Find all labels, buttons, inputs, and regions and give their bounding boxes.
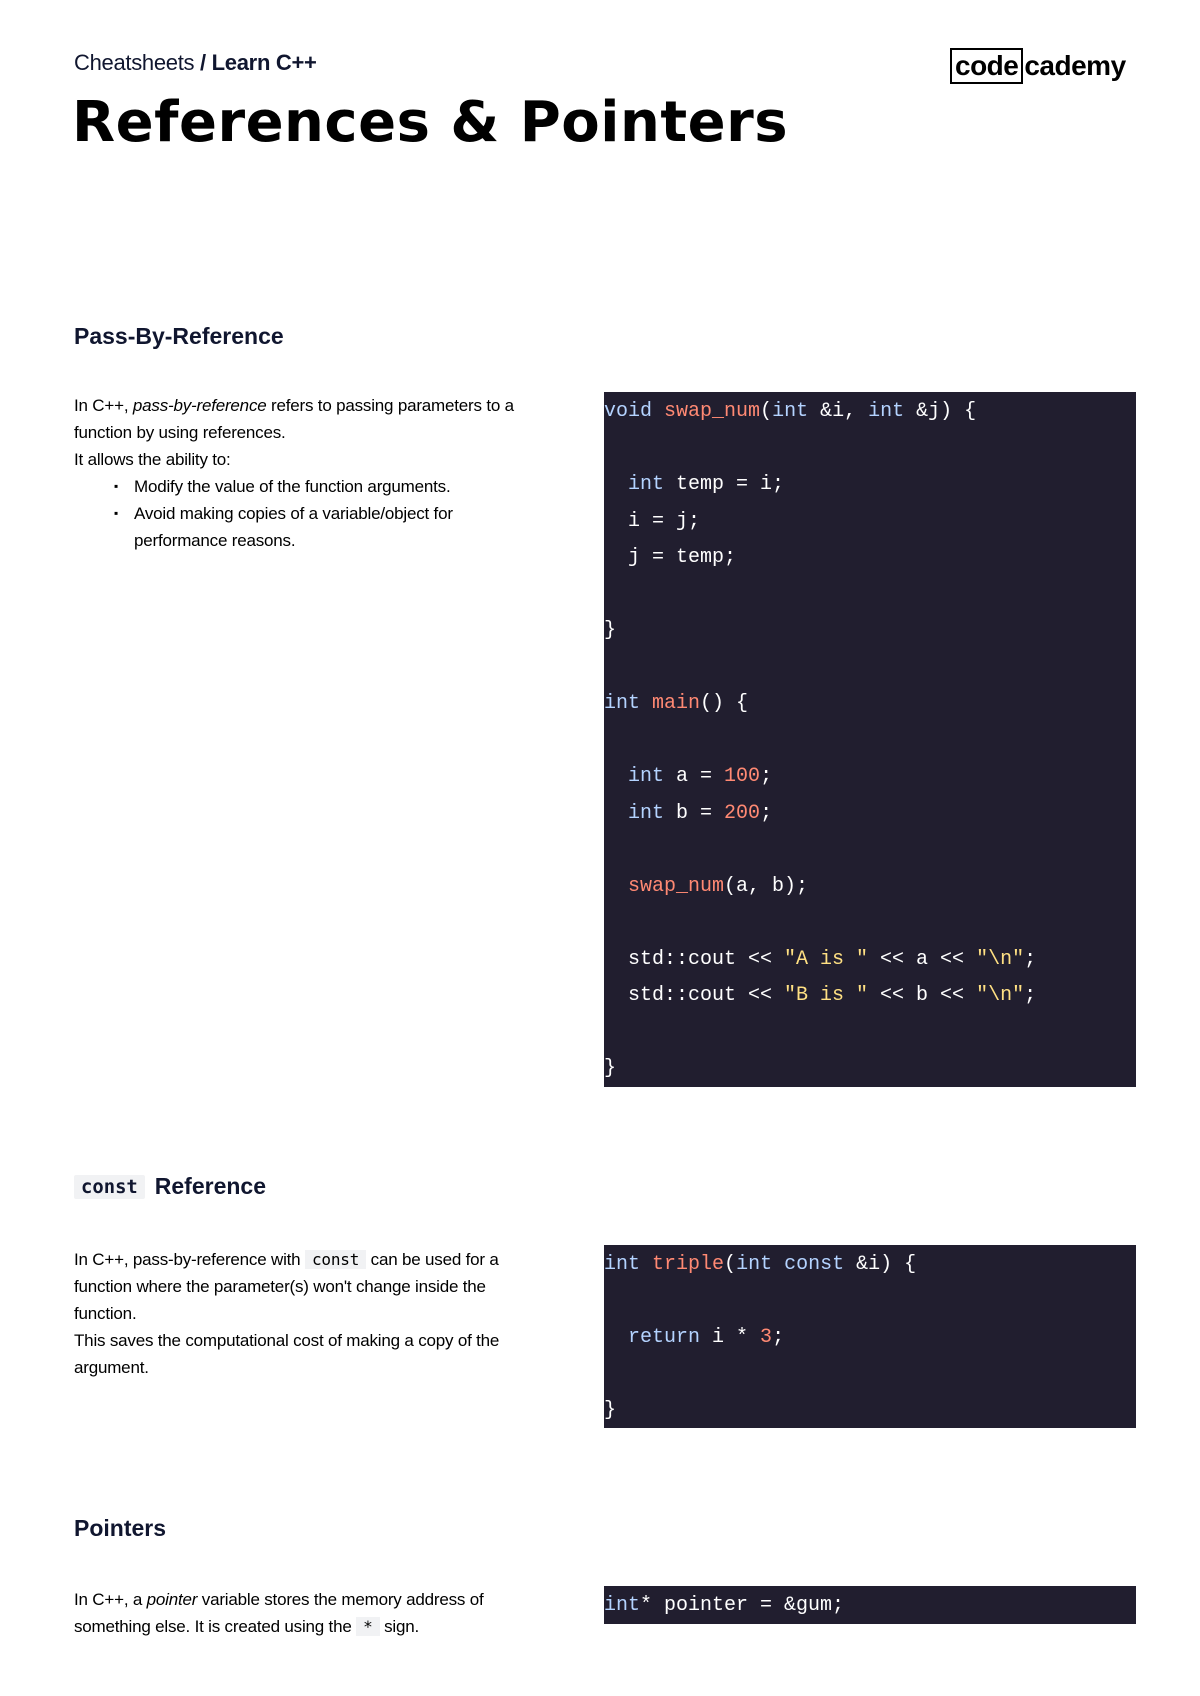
desc-text: variable stores the memory address of something else. It is created using the	[74, 1590, 484, 1636]
code-token: }	[604, 1399, 617, 1422]
code-line	[604, 686, 1136, 723]
code-line	[604, 540, 1136, 577]
code-token: a =	[664, 765, 725, 788]
code-token: ;	[760, 765, 773, 788]
code-token: std::cout <<	[604, 984, 785, 1007]
desc-text: refers to passing parameters to a function by using references.	[74, 396, 514, 442]
desc-paragraph	[74, 392, 529, 446]
desc-paragraph	[74, 1586, 529, 1640]
code-token	[604, 473, 628, 496]
code-token: (	[724, 1253, 737, 1276]
code-line	[604, 1051, 1136, 1088]
section-heading-pointers: Pointers	[74, 1515, 167, 1541]
logo-box-text: code	[950, 48, 1023, 84]
desc-text: sign.	[379, 1617, 419, 1636]
inline-code-const: const	[305, 1250, 366, 1269]
section-heading-pass-by-reference: Pass-By-Reference	[74, 323, 284, 349]
code-line	[604, 942, 1136, 979]
code-line	[604, 1393, 1136, 1430]
code-line	[604, 1588, 1136, 1625]
code-token: int	[736, 1253, 773, 1276]
section-description-const-reference	[74, 1246, 529, 1381]
code-token: ;	[772, 1326, 785, 1349]
code-token: int	[628, 473, 665, 496]
code-line	[604, 759, 1136, 796]
section-heading-const-reference	[74, 1173, 266, 1200]
code-token: ;	[1024, 984, 1037, 1007]
code-token: 100	[724, 765, 761, 788]
code-line	[604, 832, 1136, 869]
codecademy-logo[interactable]	[950, 48, 1126, 84]
code-token: return	[628, 1326, 701, 1349]
code-line	[604, 467, 1136, 504]
code-token: int	[772, 400, 809, 423]
breadcrumb-current[interactable]: Learn C++	[211, 50, 317, 75]
code-token: &j) {	[904, 400, 977, 423]
section-description-pointers	[74, 1586, 529, 1640]
code-line	[604, 869, 1136, 906]
code-token: }	[604, 1057, 617, 1080]
code-token: 200	[724, 801, 761, 825]
code-token: "\n"	[976, 947, 1025, 971]
code-token: ;	[1024, 947, 1037, 971]
inline-code-asterisk: *	[356, 1617, 379, 1636]
code-token: triple	[652, 1253, 725, 1276]
code-token: "B is "	[784, 984, 869, 1007]
logo-rest-text: cademy	[1024, 50, 1126, 81]
code-token: int	[628, 801, 665, 825]
code-line	[604, 1357, 1136, 1394]
code-token	[604, 1326, 628, 1349]
code-token: i *	[700, 1326, 761, 1349]
code-block-pointer	[604, 1586, 1136, 1624]
breadcrumb-separator: /	[200, 50, 206, 75]
code-token: * pointer = &gum;	[640, 1594, 845, 1617]
code-token	[604, 802, 628, 825]
code-line	[604, 905, 1136, 942]
code-token	[640, 1253, 652, 1276]
list-item: ▪ Avoid making copies of a variable/object for performance reasons.	[134, 500, 529, 554]
code-block-swap	[604, 392, 1136, 1087]
code-line	[604, 978, 1136, 1015]
code-token: &i,	[808, 400, 869, 423]
code-line	[604, 650, 1136, 687]
breadcrumb-parent-link[interactable]: Cheatsheets	[74, 50, 195, 75]
code-line	[604, 1284, 1136, 1321]
code-token: swap_num	[664, 400, 761, 423]
code-token: int	[868, 400, 905, 423]
code-token: main	[652, 692, 701, 715]
code-token	[604, 875, 628, 898]
code-token: }	[604, 619, 617, 642]
code-line	[604, 613, 1136, 650]
code-token	[772, 1253, 784, 1276]
desc-text: In C++, a	[74, 1590, 147, 1609]
desc-paragraph: This saves the computational cost of making a copy of the argument.	[74, 1331, 500, 1377]
code-line	[604, 796, 1136, 833]
desc-emphasis: pointer	[146, 1590, 198, 1609]
code-block-triple	[604, 1245, 1136, 1428]
code-token	[604, 765, 628, 788]
heading-text: Reference	[154, 1173, 267, 1199]
code-token: void	[604, 400, 653, 423]
code-line	[604, 1015, 1136, 1052]
code-token: << b <<	[868, 984, 977, 1007]
bullet-list	[74, 473, 529, 554]
code-token: ;	[760, 801, 773, 825]
list-item: ▪ Modify the value of the function arguments.	[134, 473, 529, 500]
code-line	[604, 1247, 1136, 1284]
code-line	[604, 394, 1136, 431]
code-token: int	[604, 1594, 641, 1617]
code-token: "\n"	[976, 984, 1025, 1007]
code-token: temp = i;	[664, 473, 785, 496]
code-line	[604, 431, 1136, 468]
code-line	[604, 1320, 1136, 1357]
desc-paragraph	[74, 1246, 529, 1327]
code-token: std::cout <<	[604, 947, 785, 971]
desc-text: In C++,	[74, 396, 133, 415]
code-token: swap_num	[628, 874, 725, 898]
section-description-pass-by-reference	[74, 392, 529, 554]
code-token: &i) {	[844, 1253, 917, 1276]
code-token: << a <<	[868, 947, 977, 971]
desc-emphasis: pass-by-reference	[132, 396, 267, 415]
code-token: 3	[760, 1326, 773, 1349]
code-token: i = j;	[604, 509, 701, 533]
code-token: (a, b);	[724, 874, 809, 898]
code-token: int	[604, 692, 641, 715]
desc-paragraph: It allows the ability to:	[74, 450, 231, 469]
code-token: (	[760, 400, 773, 423]
breadcrumb	[74, 50, 317, 76]
code-token: int	[628, 765, 665, 788]
code-token: b =	[664, 801, 725, 825]
inline-code-const: const	[74, 1175, 145, 1199]
code-line	[604, 723, 1136, 760]
code-token	[652, 400, 664, 423]
page-title: References & Pointers	[72, 90, 789, 155]
code-line	[604, 577, 1136, 614]
desc-text: can be used for a function where the parameter(s) won't change inside the function.	[74, 1250, 499, 1323]
code-token: () {	[700, 692, 749, 715]
code-token: j = temp;	[604, 546, 737, 569]
code-token: const	[784, 1253, 845, 1276]
code-token: "A is "	[784, 947, 869, 971]
code-line	[604, 504, 1136, 541]
code-token: int	[604, 1253, 641, 1276]
code-token	[640, 692, 652, 715]
desc-text: In C++, pass-by-reference with	[74, 1250, 305, 1269]
